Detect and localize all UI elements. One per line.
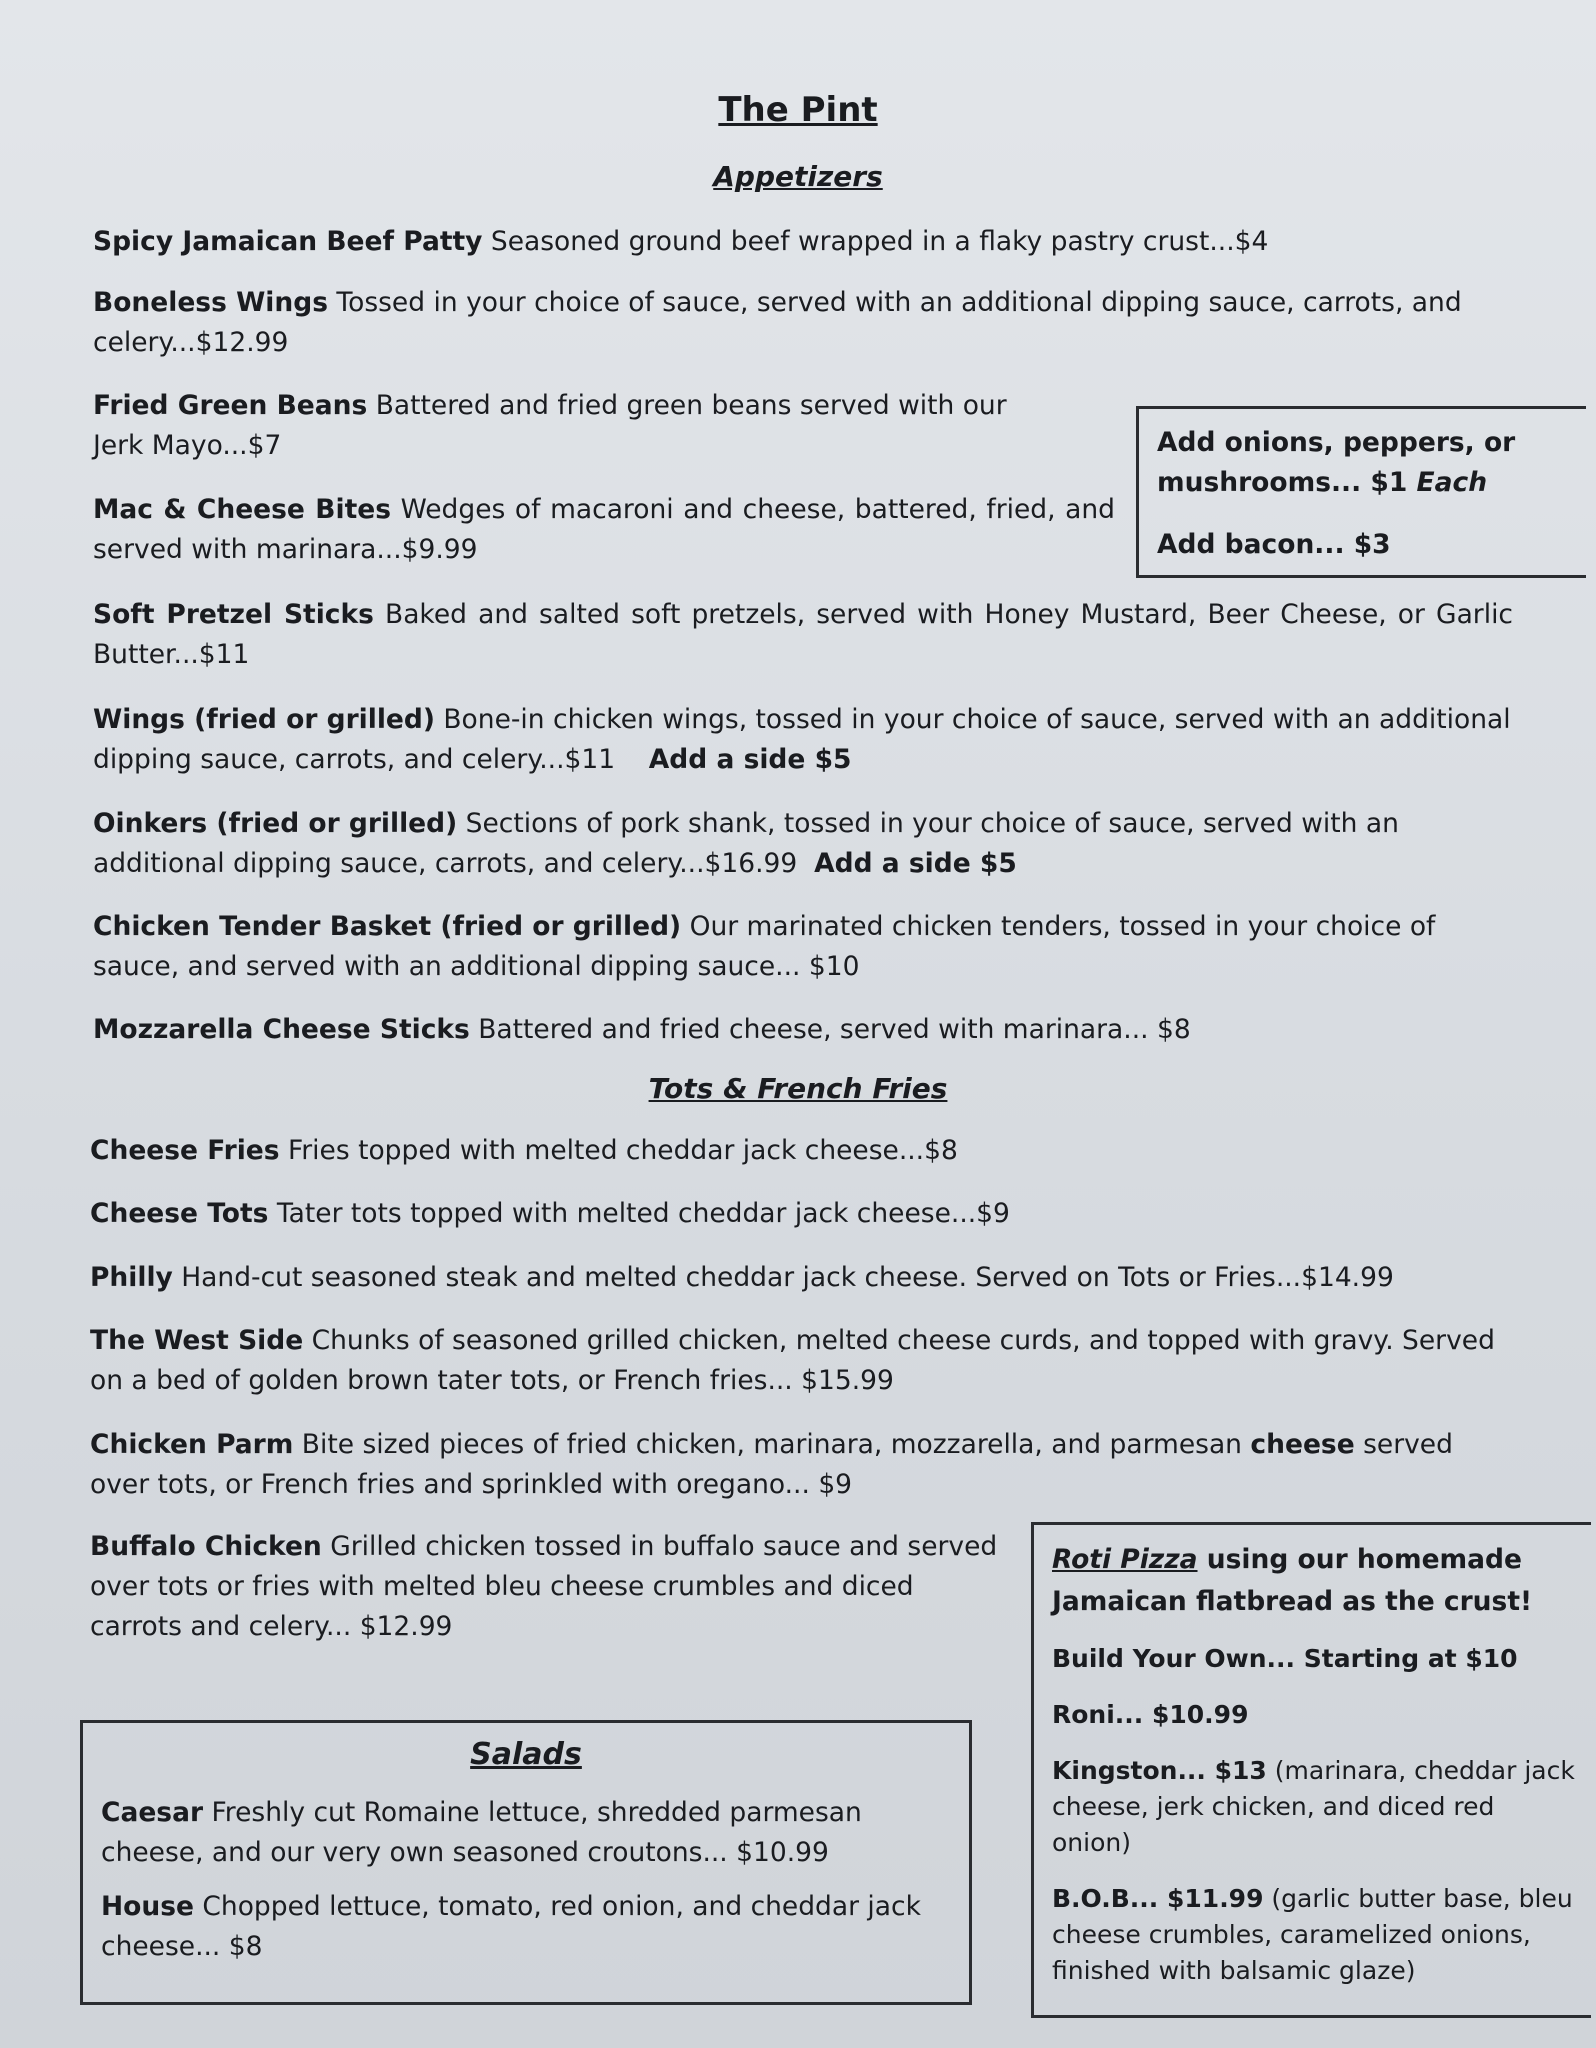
- menu-item: [90, 1527, 1010, 1647]
- pizza-heading: Roti Pizza using our homemade Jamaican flatbread as the crust!: [1052, 1544, 1533, 1617]
- item-name: Caesar: [101, 1797, 204, 1828]
- menu-item: [93, 595, 1513, 675]
- item-desc: Hand-cut seasoned steak and melted cheddar jack cheese. Served on Tots or Fries...$14.99: [172, 1262, 1394, 1293]
- menu-item: [93, 700, 1513, 780]
- item-name: Buffalo Chicken: [90, 1531, 322, 1562]
- addons-box: [1136, 406, 1586, 578]
- item-desc: Wedges of macaroni and cheese, battered, fried, and served with marinara...$9.99: [93, 494, 1115, 565]
- menu-item: [93, 1010, 1513, 1050]
- item-desc: Battered and fried green beans served with our Jerk Mayo...$7: [93, 390, 1007, 461]
- menu-item: [90, 1258, 1510, 1298]
- item-desc: Bone-in chicken wings, tossed in your choice of sauce, served with an additional dipping sauce, carrots, and celery...$11: [93, 704, 1511, 775]
- salads-heading: Salads: [470, 1737, 582, 1772]
- menu-item: [90, 1131, 1510, 1171]
- appetizers-heading: Appetizers: [713, 160, 883, 193]
- pizza-box: [1031, 1522, 1591, 2018]
- item-desc: Tater tots topped with melted cheddar jack cheese...$9: [268, 1198, 1010, 1229]
- item-name: Fried Green Beans: [93, 390, 368, 421]
- item-desc: (marinara, cheddar jack cheese, jerk chicken, and diced red onion): [1052, 1756, 1575, 1857]
- item-desc: Chopped lettuce, tomato, red onion, and cheddar jack cheese... $8: [101, 1891, 921, 1962]
- item-name: Boneless Wings: [93, 287, 328, 318]
- item-name: Wings (fried or grilled): [93, 704, 435, 735]
- item-desc: Seasoned ground beef wrapped in a flaky pastry crust...$4: [482, 226, 1269, 257]
- item-name: Spicy Jamaican Beef Patty: [93, 226, 483, 257]
- menu-item: [90, 1321, 1510, 1401]
- item-name: Chicken Parm: [90, 1429, 294, 1460]
- item-name: Chicken Tender Basket (fried or grilled): [93, 911, 682, 942]
- salads-box: [80, 1720, 972, 2005]
- item-desc: Tossed in your choice of sauce, served with an additional dipping sauce, carrots, and celery...$12.99: [93, 287, 1462, 358]
- item-desc: (garlic butter base, bleu cheese crumbles, caramelized onions, finished with balsamic glaze): [1052, 1884, 1573, 1985]
- item-name: Mozzarella Cheese Sticks: [93, 1014, 470, 1045]
- menu-item: [93, 804, 1513, 884]
- menu-item: [93, 386, 1033, 466]
- item-name: Kingston... $13: [1052, 1756, 1267, 1785]
- item-desc: Baked and salted soft pretzels, served with Honey Mustard, Beer Cheese, or Garlic Butter...$11: [93, 599, 1513, 670]
- item-name: Cheese Fries: [90, 1135, 280, 1166]
- menu-item: [90, 1194, 1510, 1234]
- item-desc: Battered and fried cheese, served with marinara... $8: [469, 1014, 1191, 1045]
- addon-note: Add a side $5: [648, 744, 852, 775]
- menu-item: [93, 222, 1513, 262]
- menu-item: [101, 1887, 951, 1967]
- addon-bacon: Add bacon... $3: [1157, 529, 1391, 560]
- menu-item: [93, 490, 1115, 570]
- item-desc: Bite sized pieces of fried chicken, marinara, mozzarella, and parmesan: [293, 1429, 1251, 1460]
- item-desc: Chunks of seasoned grilled chicken, melted cheese curds, and topped with gravy. Served on a bed of golden brown tater tots, or French fries... $15.99: [90, 1325, 1495, 1396]
- item-name: B.O.B... $11.99: [1052, 1884, 1264, 1913]
- item-desc: Our marinated chicken tenders, tossed in your choice of sauce, and served with an additional dipping sauce... $10: [93, 911, 1436, 982]
- pizza-item: Roni... $10.99: [1052, 1700, 1249, 1729]
- fries-heading: Tots & French Fries: [648, 1072, 948, 1105]
- item-name: Oinkers (fried or grilled): [93, 808, 458, 839]
- menu-title: The Pint: [718, 90, 878, 130]
- item-name: Cheese Tots: [90, 1198, 269, 1229]
- item-name: House: [101, 1891, 194, 1922]
- item-desc: Sections of pork shank, tossed in your choice of sauce, served with an additional dipping sauce, carrots, and celery...$16.99: [93, 808, 1399, 879]
- item-desc: Freshly cut Romaine lettuce, shredded parmesan cheese, and our very own seasoned croutons... $10.99: [101, 1797, 862, 1868]
- item-name: Soft Pretzel Sticks: [93, 599, 374, 630]
- item-desc: Fries topped with melted cheddar jack cheese...$8: [279, 1135, 958, 1166]
- pizza-item: Build Your Own... Starting at $10: [1052, 1644, 1518, 1673]
- pizza-item: [1052, 1881, 1577, 1989]
- menu-item: [93, 907, 1513, 987]
- menu-item: [101, 1793, 951, 1873]
- menu-item: [93, 283, 1513, 363]
- item-bold-word: cheese: [1250, 1429, 1355, 1460]
- item-name: The West Side: [90, 1325, 304, 1356]
- item-desc: served over tots, or French fries and sprinkled with oregano... $9: [90, 1429, 1453, 1500]
- menu-item: [90, 1425, 1510, 1505]
- item-name: Mac & Cheese Bites: [93, 494, 391, 525]
- addon-note: Add a side $5: [814, 848, 1017, 879]
- item-desc: Grilled chicken tossed in buffalo sauce and served over tots or fries with melted bleu cheese crumbles and diced carrots and celery... $12.99: [90, 1531, 998, 1642]
- addon-vegetables: Add onions, peppers, or mushrooms... $1 Each: [1157, 427, 1516, 498]
- item-name: Philly: [90, 1262, 173, 1293]
- pizza-item: [1052, 1753, 1577, 1861]
